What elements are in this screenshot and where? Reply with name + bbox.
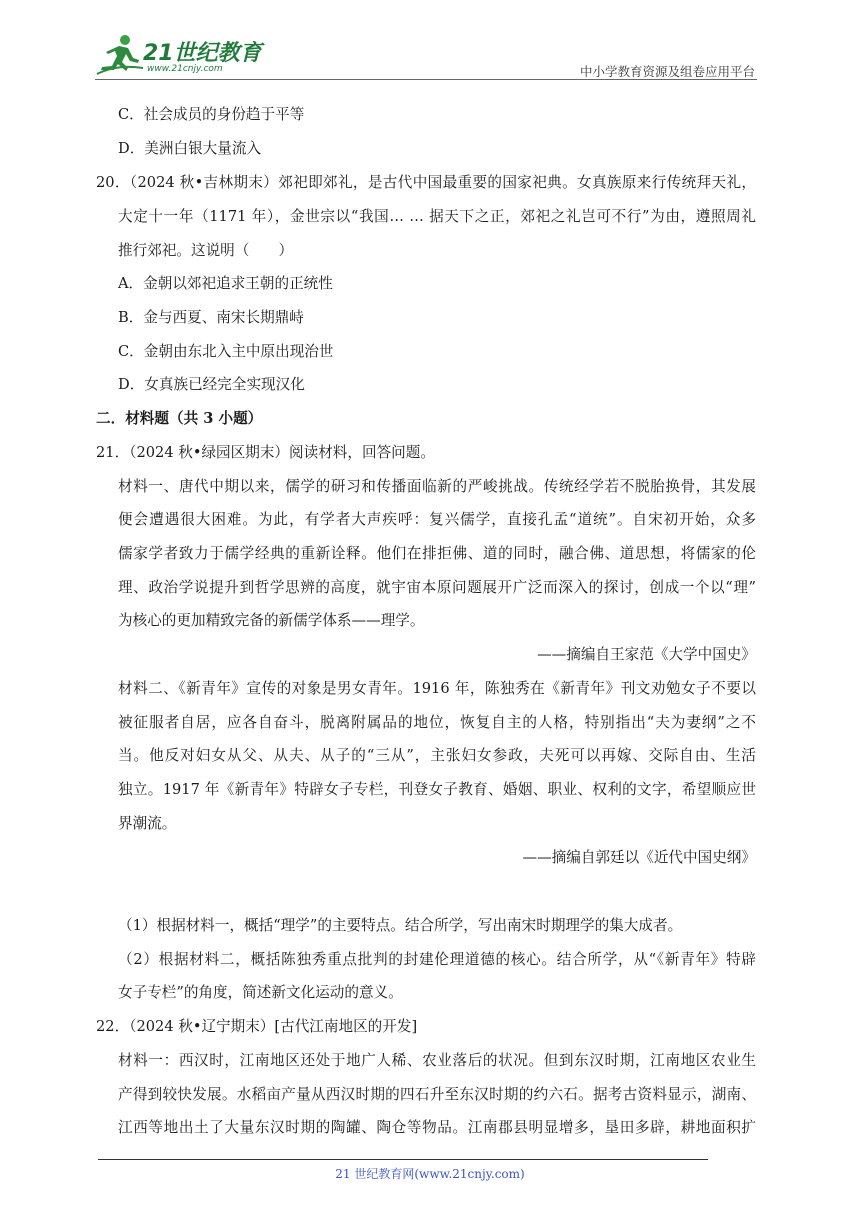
material-2-line-5: 界潮流。 [118, 815, 177, 832]
sub-question-1: （1）根据材料一，概括“理学”的主要特点。结合所学，写出南宋时期理学的集大成者。 [118, 917, 683, 934]
option-c-20: C．金朝由东北入主中原出现治世 [118, 343, 334, 360]
material-1-line-3: 儒家学者致力于儒学经典的重新诠释。他们在排拒佛、道的同时，融合佛、道思想，将儒家的伦 [118, 545, 756, 562]
sub-question-2-line-1: （2）根据材料二，概括陈独秀重点批判的封建伦理道德的核心。结合所学，从“《新青年》特辟 [118, 951, 756, 968]
material-1-line-4: 理、政治学说提升到哲学思辨的高度，就宇宙本原问题展开广泛而深入的探讨，创成一个以“理” [118, 579, 756, 596]
material-2-line-3: 当。他反对妇女从父、从夫、从子的“三从”，主张妇女参政，夫死可以再嫁、交际自由、生活 [118, 747, 756, 764]
question-20-line-3: 推行郊祀。这说明（ ） [118, 242, 294, 259]
material-1-source: ——摘编自王家范《大学中国史》 [537, 646, 756, 663]
question-22-material-line-2: 产得到较快发展。水稻亩产量从西汉时期的四石升至东汉时期的约六石。据考古资料显示，湖南、 [118, 1086, 756, 1103]
material-2-line-4: 独立。1917 年《新青年》特辟女子专栏，刊登女子教育、婚姻、职业、权利的文字，希望顺应世 [118, 781, 756, 798]
material-2-source: ——摘编自郭廷以《近代中国史纲》 [522, 849, 756, 866]
option-d-20: D．女真族已经完全实现汉化 [118, 376, 305, 393]
option-b-20: B．金与西夏、南宋长期鼎峙 [118, 309, 304, 326]
footer-divider [98, 1159, 708, 1160]
material-1-line-2: 便会遭遇很大困难。为此，有学者大声疾呼：复兴儒学，直接孔孟“道统”。自宋初开始，众多 [118, 511, 756, 528]
option-d-19: D．美洲白银大量流入 [118, 140, 262, 157]
sub-question-2-line-2: 女子专栏”的角度，简述新文化运动的意义。 [118, 984, 403, 1001]
material-1-line-5: 为核心的更加精致完备的新儒学体系——理学。 [118, 612, 425, 629]
question-22-material-line-1: 材料一：西汉时，江南地区还处于地广人稀、农业落后的状况。但到东汉时期，江南地区农业生 [118, 1052, 756, 1069]
question-20-line-2: 大定十一年（1171 年），金世宗以“我国… … 据天下之正，郊祀之礼岂可不行”为由，遵照周礼 [118, 208, 756, 225]
logo-brand-text: 21世纪教育 [143, 41, 262, 66]
header-divider [95, 79, 757, 80]
option-c-19: C．社会成员的身份趋于平等 [118, 106, 305, 123]
logo-url-text: www.21cnjy.com [147, 64, 223, 74]
runner-icon [95, 34, 145, 76]
question-21-stem: 21．（2024 秋•绿园区期末）阅读材料，回答问题。 [96, 444, 435, 461]
material-2-line-2: 被征服者自居，应各自奋斗，脱离附属品的地位，恢复自主的人格，特别指出“夫为妻纲”之不 [118, 714, 756, 731]
footer-link[interactable]: 21 世纪教育网(www.21cnjy.com) [335, 1167, 525, 1181]
question-20-line-1: 20．（2024 秋•吉林期末）郊祀即郊礼，是古代中国最重要的国家祀典。女真族原来行传统拜天礼， [96, 174, 756, 191]
platform-name: 中小学教育资源及组卷应用平台 [579, 64, 755, 79]
material-2-line-1: 材料二、《新青年》宣传的对象是男女青年。1916 年，陈独秀在《新青年》刊文劝勉女子不要以 [118, 680, 756, 697]
page-header [95, 34, 755, 80]
question-22-material-line-3: 江西等地出土了大量东汉时期的陶罐、陶仓等物品。江南郡县明显增多，垦田多辟，耕地面积扩 [118, 1119, 756, 1136]
option-a-20: A．金朝以郊祀追求王朝的正统性 [118, 275, 333, 292]
question-22-stem: 22．（2024 秋•辽宁期末）[古代江南地区的开发] [96, 1018, 418, 1035]
material-1-line-1: 材料一、唐代中期以来，儒学的研习和传播面临新的严峻挑战。传统经学若不脱胎换骨，其发展 [118, 478, 756, 495]
site-logo[interactable] [95, 34, 265, 78]
section-heading: 二．材料题（共 3 小题） [96, 410, 263, 427]
